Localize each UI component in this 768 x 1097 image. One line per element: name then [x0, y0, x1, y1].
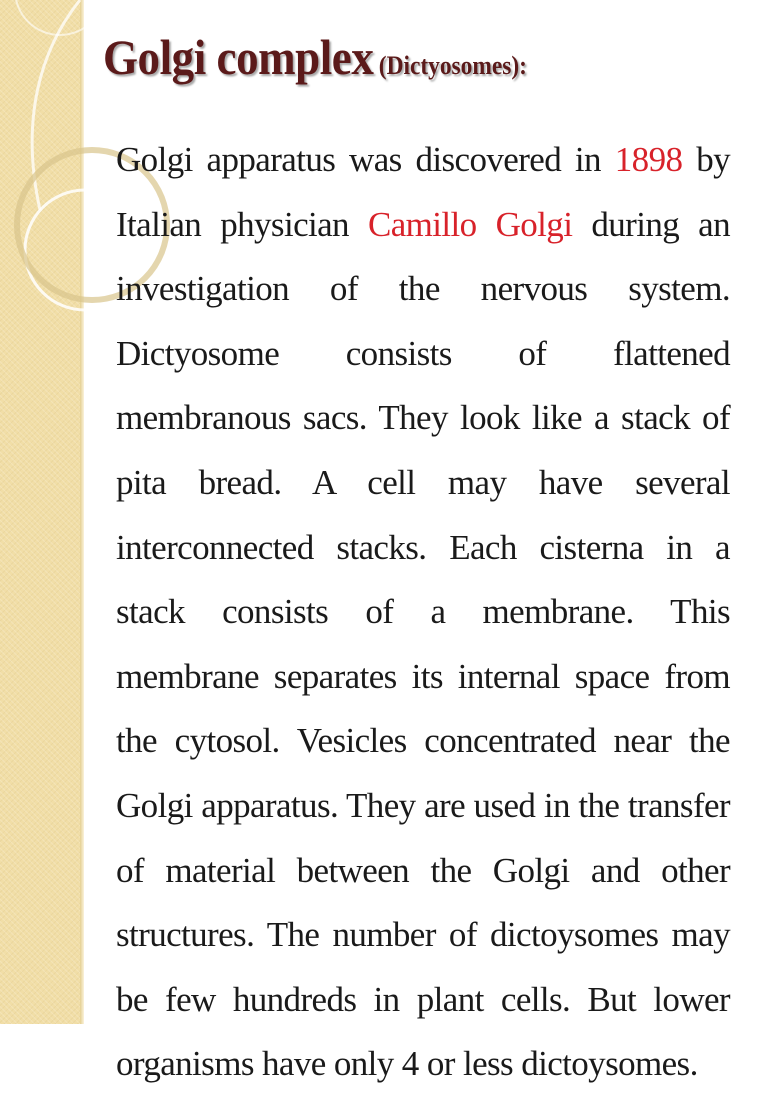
body-paragraph — [116, 128, 730, 1097]
title-subtitle: (Dictyosomes): — [378, 51, 527, 80]
paragraph-text-2: by Italian physician — [116, 140, 730, 244]
page-title — [103, 28, 527, 86]
title-main: Golgi complex — [103, 29, 374, 85]
paragraph-text-3: during an investigation of the nervous system. Dictyosome consists of flattened membranous sacs. They look like a stack of pita bread. A cell may have several interconnected stacks. Each cisterna in a stack consists of a membrane. This membrane separates its internal space from the cytosol. Vesicles concentrated near the Golgi apparatus. They are used in the transfer of material between the Golgi and other structures. The number of dictoysomes may be few hundreds in plant cells. But lower organisms have only 4 or less dictoysomes. — [116, 204, 730, 1084]
decorative-circles-icon — [0, 0, 110, 420]
paragraph-text-1: Golgi apparatus was discovered in — [116, 140, 615, 179]
highlight-scientist: Camillo Golgi — [368, 204, 573, 244]
highlight-year: 1898 — [614, 140, 683, 179]
